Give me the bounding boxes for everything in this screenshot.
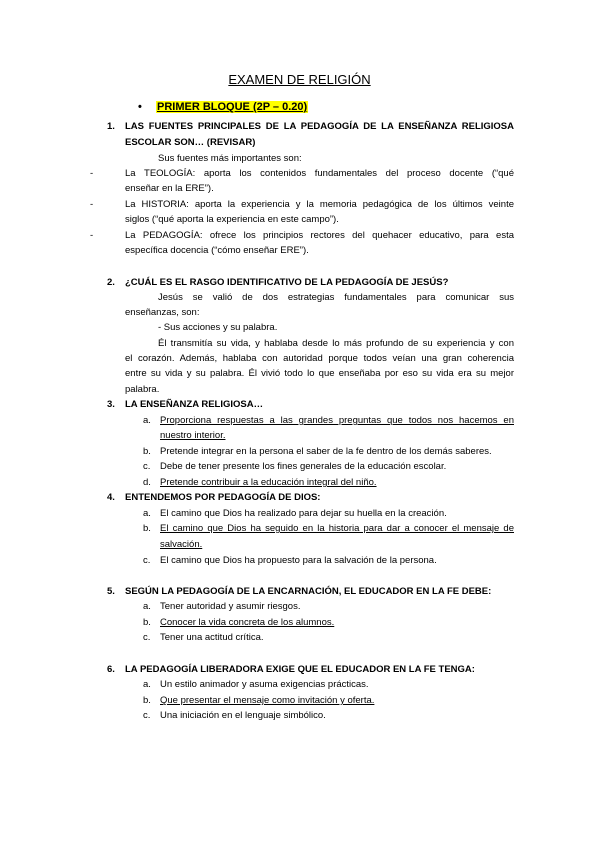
bullet-icon: •	[138, 101, 142, 113]
answer-line: enseñanzas, son:	[125, 307, 200, 318]
option-letter: c.	[143, 461, 151, 472]
option-letter: b.	[143, 446, 151, 457]
option-letter: a.	[143, 415, 151, 426]
option-letter: d.	[143, 477, 151, 488]
answer-line: La HISTORIA: aporta la experiencia y la memoria pedagógica de los últimos veinte	[125, 199, 514, 210]
option-letter: a.	[143, 679, 151, 690]
question-number: 2.	[107, 277, 115, 288]
option-text: Tener una actitud crítica.	[160, 632, 264, 643]
question-number: 5.	[107, 586, 115, 597]
option-text: nuestro interior.	[160, 430, 226, 441]
answer-line: enseñar en la ERE”).	[125, 183, 214, 194]
answer-line: palabra.	[125, 384, 160, 395]
option-letter: b.	[143, 617, 151, 628]
question-text: SEGÚN LA PEDAGOGÍA DE LA ENCARNACIÓN, EL EDUCADOR EN LA FE DEBE:	[125, 586, 492, 597]
answer-line: Jesús se valió de dos estrategias fundamentales para comunicar sus	[158, 292, 514, 303]
question-text: LAS FUENTES PRINCIPALES DE LA PEDAGOGÍA DE LA ENSEÑANZA RELIGIOSA	[125, 121, 514, 132]
option-text: Que presentar el mensaje como invitación y oferta.	[160, 695, 375, 706]
option-letter: b.	[143, 523, 151, 534]
option-text: Pretende integrar en la persona el saber de la fe dentro de los demás saberes.	[160, 446, 492, 457]
section-heading-highlight: PRIMER BLOQUE (2P – 0.20)	[157, 101, 308, 113]
question-number: 3.	[107, 399, 115, 410]
option-letter: a.	[143, 601, 151, 612]
list-dash: -	[90, 230, 94, 241]
page-title: EXAMEN DE RELIGIÓN	[228, 72, 371, 87]
question-number: 4.	[107, 492, 115, 503]
question-text: ENTENDEMOS POR PEDAGOGÍA DE DIOS:	[125, 492, 321, 503]
option-text: El camino que Dios ha seguido en la historia para dar a conocer el mensaje de	[160, 523, 514, 534]
option-text: Una iniciación en el lenguaje simbólico.	[160, 710, 326, 721]
answer-intro: Sus fuentes más importantes son:	[158, 153, 302, 164]
question-text: LA ENSEÑANZA RELIGIOSA…	[125, 399, 264, 410]
answer-line: el corazón. Además, hablaba con autoridad porque todos veían una gran coherencia	[125, 353, 514, 364]
list-dash: -	[90, 168, 94, 179]
option-text: Un estilo animador y asuma exigencias prácticas.	[160, 679, 369, 690]
option-text: salvación.	[160, 539, 203, 550]
answer-line: Él transmitía su vida, y hablaba desde lo más profundo de su experiencia y con	[158, 338, 514, 349]
question-text: LA PEDAGOGÍA LIBERADORA EXIGE QUE EL EDUCADOR EN LA FE TENGA:	[125, 664, 475, 675]
option-text: Conocer la vida concreta de los alumnos.	[160, 617, 335, 628]
answer-line: La PEDAGOGÍA: ofrece los principios rectores del quehacer educativo, para esta	[125, 230, 514, 241]
answer-line: entre su vida y su palabra. Él vivió todo lo que enseñaba por eso su vida era su mejor	[125, 368, 514, 379]
question-text: ¿CUÁL ES EL RASGO IDENTIFICATIVO DE LA PEDAGOGÍA DE JESÚS?	[125, 277, 449, 288]
option-text: El camino que Dios ha realizado para dejar su huella en la creación.	[160, 508, 447, 519]
question-text: ESCOLAR SON… (REVISAR)	[125, 137, 256, 148]
answer-line: La TEOLOGÍA: aporta los contenidos fundamentales del proceso docente (“qué	[125, 168, 514, 179]
option-text: Pretende contribuir a la educación integral del niño.	[160, 477, 377, 488]
option-letter: c.	[143, 632, 151, 643]
option-letter: a.	[143, 508, 151, 519]
option-text: Tener autoridad y asumir riesgos.	[160, 601, 301, 612]
answer-line: - Sus acciones y su palabra.	[158, 322, 278, 333]
question-number: 6.	[107, 664, 115, 675]
answer-line: específica docencia (“cómo enseñar ERE”).	[125, 245, 309, 256]
option-letter: c.	[143, 710, 151, 721]
option-letter: c.	[143, 555, 151, 566]
list-dash: -	[90, 199, 94, 210]
question-number: 1.	[107, 121, 115, 132]
option-text: El camino que Dios ha propuesto para la salvación de la persona.	[160, 555, 437, 566]
option-letter: b.	[143, 695, 151, 706]
answer-line: siglos (“qué aporta la experiencia en este campo”).	[125, 214, 339, 225]
option-text: Proporciona respuestas a las grandes preguntas que todos nos hacemos en	[160, 415, 514, 426]
option-text: Debe de tener presente los fines generales de la educación escolar.	[160, 461, 447, 472]
